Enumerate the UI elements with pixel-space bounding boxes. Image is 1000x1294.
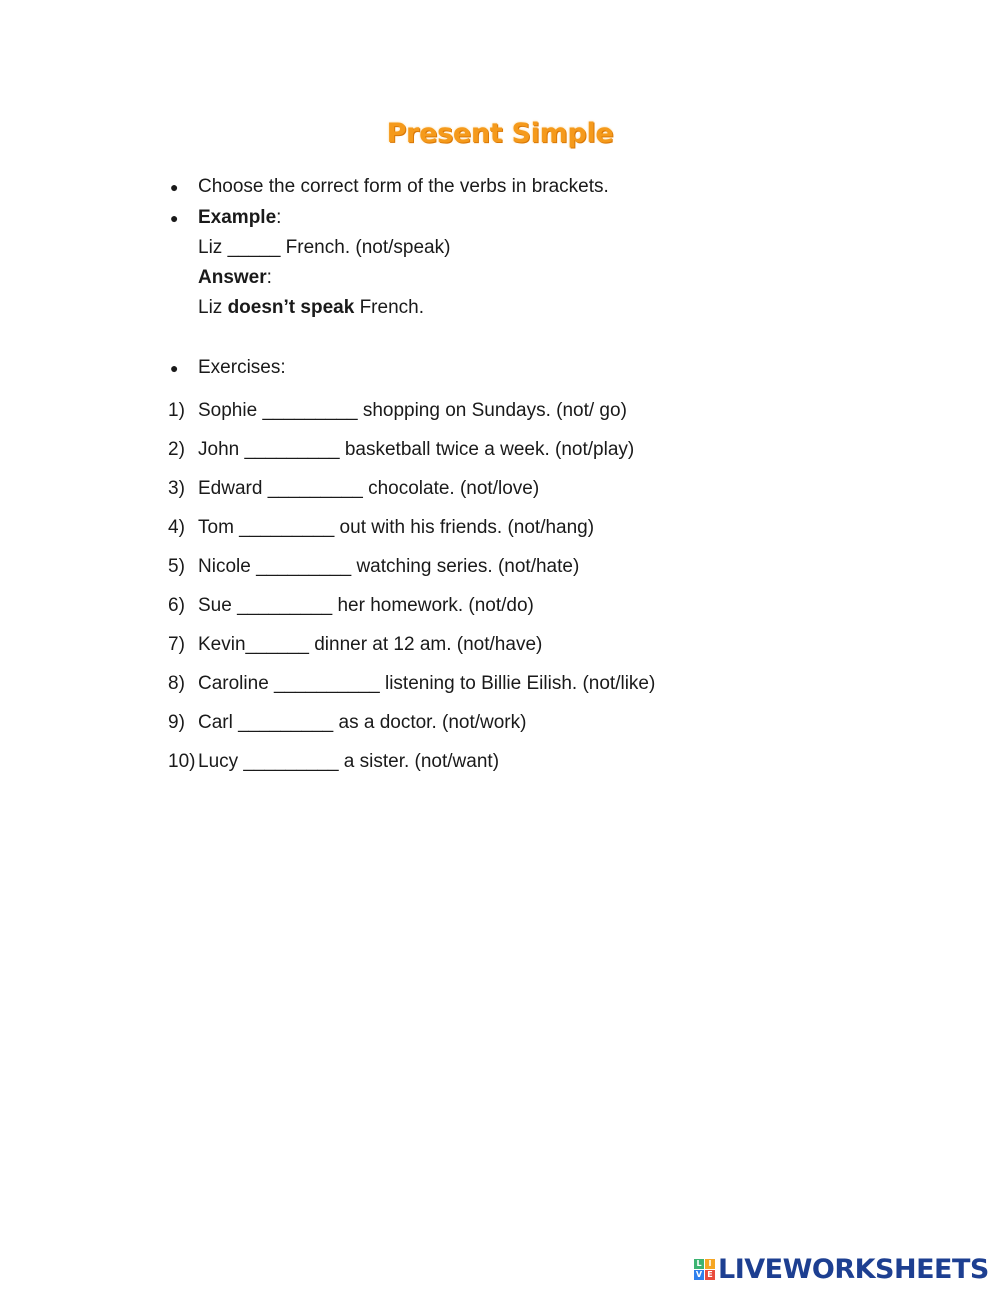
exercise-item [168, 474, 539, 504]
exercise-text: Kevin______ dinner at 12 am. (not/have) [198, 634, 543, 655]
exercise-item [168, 396, 627, 426]
example-sentence: Liz _____ French. (not/speak) [198, 237, 451, 258]
exercise-text: Sophie _________ shopping on Sundays. (not/ go) [198, 400, 627, 421]
answer-verb: doesn’t speak [227, 297, 355, 318]
exercise-item [168, 591, 534, 621]
logo-block: E [705, 1270, 715, 1280]
exercise-item [168, 513, 594, 543]
exercise-number: 1) [168, 400, 185, 421]
exercise-text: Nicole _________ watching series. (not/hate) [198, 556, 580, 577]
exercise-item [168, 747, 499, 777]
answer-label: Answer [198, 267, 267, 288]
logo-block: L [694, 1259, 704, 1269]
exercise-number: 9) [168, 712, 185, 733]
exercise-item [168, 669, 655, 699]
logo-blocks-icon [694, 1259, 715, 1280]
answer-sentence [198, 293, 424, 323]
exercise-text: Edward _________ chocolate. (not/love) [198, 478, 540, 499]
exercise-item [168, 435, 634, 465]
example-colon: : [276, 207, 282, 228]
exercise-number: 10) [168, 751, 196, 772]
exercise-number: 3) [168, 478, 185, 499]
logo-block: V [695, 1269, 703, 1279]
answer-colon: : [266, 267, 272, 288]
bullet-icon: ● [170, 210, 179, 226]
answer-suffix: French. [354, 297, 424, 318]
exercise-item [168, 708, 526, 738]
answer-heading [198, 263, 272, 293]
exercise-number: 4) [168, 517, 185, 538]
example-heading [198, 203, 281, 233]
bullet-icon: ● [170, 360, 179, 376]
exercise-item [168, 630, 542, 660]
bullet-icon: ● [170, 179, 179, 195]
example-label: Example [198, 207, 277, 228]
exercise-number: 2) [168, 439, 185, 460]
exercise-number: 5) [168, 556, 185, 577]
exercises-label: Exercises: [198, 357, 286, 378]
page-title: Present Simple [386, 118, 614, 149]
logo-text: LIVEWORKSHEETS [718, 1253, 989, 1285]
exercise-text: Sue _________ her homework. (not/do) [198, 595, 534, 616]
logo-block: I [705, 1259, 715, 1269]
exercise-text: Tom _________ out with his friends. (not/hang) [198, 517, 595, 538]
instruction-text: Choose the correct form of the verbs in brackets. [198, 176, 609, 197]
exercise-number: 7) [168, 634, 185, 655]
exercise-text: Carl _________ as a doctor. (not/work) [198, 712, 527, 733]
exercise-number: 8) [168, 673, 185, 694]
exercise-number: 6) [168, 595, 185, 616]
exercise-text: Lucy _________ a sister. (not/want) [198, 751, 500, 772]
exercise-item [168, 552, 579, 582]
liveworksheets-logo [694, 1252, 989, 1286]
exercise-text: John _________ basketball twice a week. (not/play) [198, 439, 635, 460]
exercise-text: Caroline __________ listening to Billie Eilish. (not/like) [198, 673, 656, 694]
answer-prefix: Liz [198, 297, 228, 318]
